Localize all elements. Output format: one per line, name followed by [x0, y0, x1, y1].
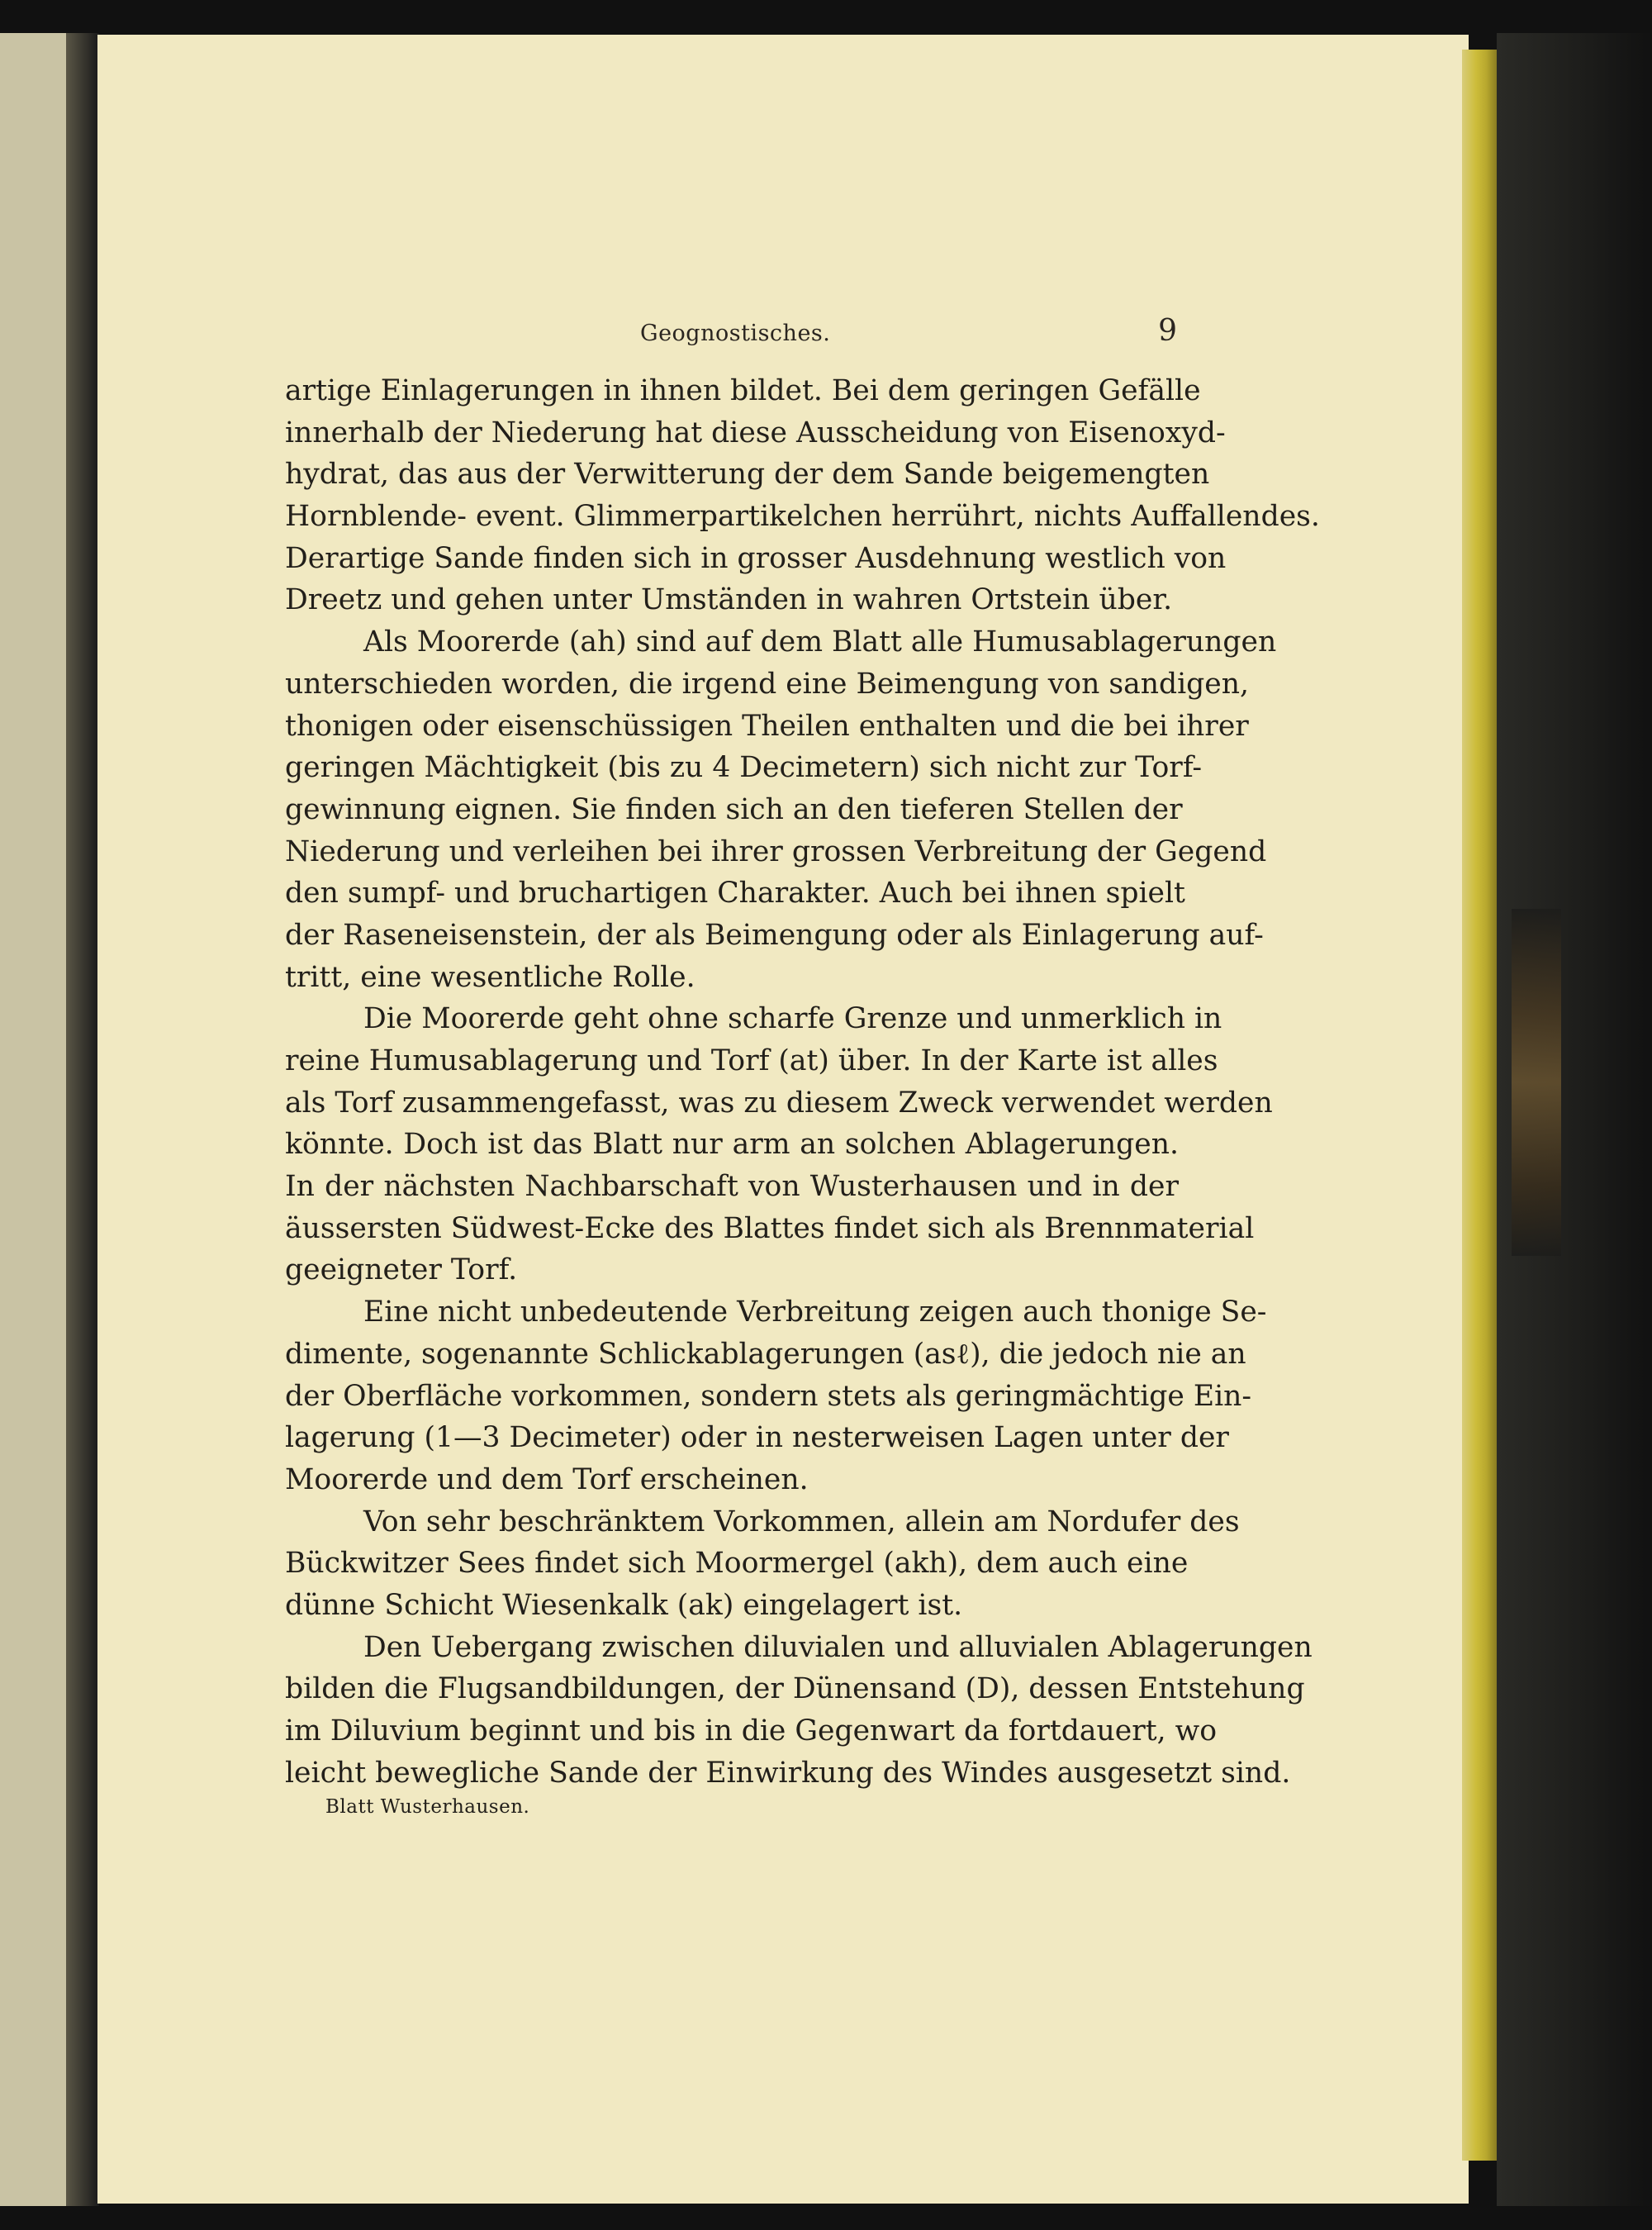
text-line: äussersten Südwest-Ecke des Blattes findet sich als Brennmaterial	[285, 1211, 1255, 1245]
left-page-edge	[0, 33, 66, 2206]
text-line: unterschieden worden, die irgend eine Beimengung von sandigen,	[285, 667, 1250, 701]
text-line: Als Moorerde (ah) sind auf dem Blatt alle Humusablagerungen	[363, 625, 1277, 659]
text-line: reine Humusablagerung und Torf (at) über. In der Karte ist alles	[285, 1044, 1218, 1077]
text-line: geeigneter Torf.	[285, 1253, 518, 1287]
text-line: tritt, eine wesentliche Rolle.	[285, 960, 695, 994]
text-line: Dreetz und gehen unter Umständen in wahren Ortstein über.	[285, 583, 1173, 617]
text-line: thonigen oder eisenschüssigen Theilen enthalten und die bei ihrer	[285, 709, 1249, 743]
text-line: geringen Mächtigkeit (bis zu 4 Decimetern) sich nicht zur Torf-	[285, 751, 1203, 785]
text-line: bilden die Flugsandbildungen, der Dünensand (D), dessen Entstehung	[285, 1672, 1305, 1706]
running-header	[285, 314, 1177, 355]
text-line: lagerung (1—3 Decimeter) oder in nesterweisen Lagen unter der	[285, 1421, 1229, 1455]
text-line: Bückwitzer Sees findet sich Moormergel (akh), dem auch eine	[285, 1547, 1189, 1581]
text-line: Moorerde und dem Torf erscheinen.	[285, 1462, 809, 1496]
text-line: könnte. Doch ist das Blatt nur arm an solchen Ablagerungen.	[285, 1128, 1179, 1162]
text-line: Hornblende- event. Glimmerpartikelchen herrührt, nichts Auffallendes.	[285, 500, 1320, 534]
sheet-signature: Blatt Wusterhausen.	[325, 1796, 530, 1818]
text-line: hydrat, das aus der Verwitterung der dem Sande beigemengten	[285, 458, 1210, 492]
page-number: 9	[1158, 314, 1177, 348]
text-line: im Diluvium beginnt und bis in die Gegenwart da fortdauert, wo	[285, 1714, 1218, 1747]
text-line: gewinnung eignen. Sie finden sich an den tieferen Stellen der	[285, 792, 1183, 826]
text-line: leicht bewegliche Sande der Einwirkung des Windes ausgesetzt sind.	[285, 1756, 1291, 1790]
text-line: Derartige Sande finden sich in grosser Ausdehnung westlich von	[285, 541, 1227, 575]
text-line: In der nächsten Nachbarschaft von Wusterhausen und in der	[285, 1170, 1179, 1204]
text-line: dimente, sogenannte Schlickablagerungen (asℓ), die jedoch nie an	[285, 1337, 1246, 1371]
text-line: dünne Schicht Wiesenkalk (ak) eingelagert ist.	[285, 1588, 963, 1622]
text-line: als Torf zusammengefasst, was zu diesem Zweck verwendet werden	[285, 1086, 1273, 1120]
text-line: Den Uebergang zwischen diluvialen und alluvialen Ablagerungen	[363, 1630, 1313, 1664]
cover-wear-mark	[1512, 909, 1561, 1256]
text-line: Von sehr beschränktem Vorkommen, allein am Nordufer des	[363, 1505, 1240, 1538]
text-line: artige Einlagerungen in ihnen bildet. Bei dem geringen Gefälle	[285, 374, 1201, 407]
text-line: Eine nicht unbedeutende Verbreitung zeigen auch thonige Se-	[363, 1296, 1267, 1329]
text-line: innerhalb der Niederung hat diese Ausscheidung von Eisenoxyd-	[285, 416, 1226, 449]
running-title: Geognostisches.	[640, 321, 831, 346]
gilt-page-edges	[1462, 50, 1497, 2161]
gutter-shadow	[66, 33, 99, 2206]
body-text	[285, 370, 1320, 1794]
text-line: der Raseneisenstein, der als Beimengung oder als Einlagerung auf-	[285, 918, 1264, 952]
text-line: Niederung und verleihen bei ihrer grossen Verbreitung der Gegend	[285, 834, 1267, 868]
text-line: der Oberfläche vorkommen, sondern stets als geringmächtige Ein-	[285, 1379, 1252, 1413]
text-line: Die Moorerde geht ohne scharfe Grenze und unmerklich in	[363, 1002, 1222, 1036]
text-line: den sumpf- und bruchartigen Charakter. Auch bei ihnen spielt	[285, 877, 1185, 911]
